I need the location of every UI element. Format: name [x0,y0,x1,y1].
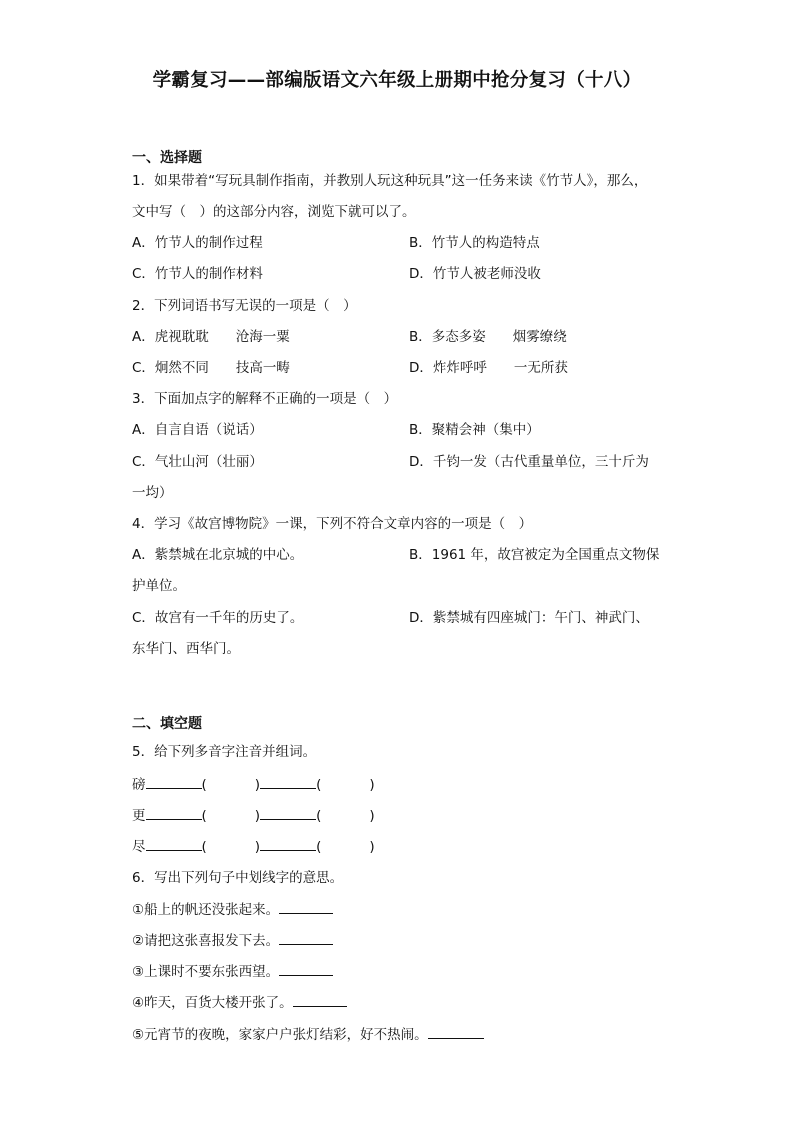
q5-stem: 5．给下列多音字注音并组词。 [132,744,317,760]
answer-blank[interactable] [260,837,316,851]
q1-option-d: D．竹节人被老师没收 [409,266,541,282]
q3-option-d-line2: 一均） [132,485,173,501]
q4-option-d-line1: D．紫禁城有四座城门：午门、神武门、 [409,610,649,626]
q6-item: ⑤元宵节的夜晚，家家户户张灯结彩，好不热闹。 [132,1025,484,1044]
q2-stem: 2．下列词语书写无误的一项是（ ） [132,298,357,314]
q3-option-d-line1: D．千钧一发（古代重量单位，三十斤为 [409,454,649,470]
answer-blank[interactable] [279,900,333,914]
q5-row: 磅 ( ) ( ) [132,777,375,793]
q6-item: ②请把这张喜报发下去。 [132,931,333,950]
q1-stem-line1: 1．如果带着“写玩具制作指南，并教别人玩这种玩具”这一任务来读《竹节人》，那么， [132,173,648,189]
section-heading-fill: 二、填空题 [132,716,202,732]
q3-option-b: B．聚精会神（集中） [409,422,540,438]
q2-option-a: A．虎视耽耽 沧海一粟 [132,329,290,345]
answer-blank[interactable] [146,775,202,789]
section-heading-choice: 一、选择题 [132,150,202,166]
q5-char: 磅 [132,777,146,793]
q1-option-c: C．竹节人的制作材料 [132,266,263,282]
q4-option-d-line2: 东华门、西华门。 [132,641,240,657]
page-title: 学霸复习——部编版语文六年级上册期中抢分复习（十八） [152,70,642,91]
answer-blank[interactable] [146,837,202,851]
q5-row: 尽 ( ) ( ) [132,839,375,855]
answer-blank[interactable] [146,806,202,820]
q6-item: ①船上的帆还没张起来。 [132,900,333,919]
q2-option-d: D．炸炸呼呼 一无所获 [409,360,568,376]
q1-stem-line2: 文中写（ ）的这部分内容，浏览下就可以了。 [132,204,416,220]
q4-option-b-line2: 护单位。 [132,578,186,594]
answer-blank[interactable] [293,993,347,1007]
q5-row: 更 ( ) ( ) [132,808,375,824]
q4-option-a: A．紫禁城在北京城的中心。 [132,547,304,563]
answer-blank[interactable] [279,962,333,976]
q5-char: 尽 [132,839,146,855]
answer-blank[interactable] [279,931,333,945]
q4-stem: 4．学习《故宫博物院》一课，下列不符合文章内容的一项是（ ） [132,516,533,532]
q3-option-a: A．自言自语（说话） [132,422,263,438]
q2-option-b: B．多态多姿 烟雾缭绕 [409,329,567,345]
answer-blank[interactable] [428,1025,484,1039]
q4-option-b-line1: B．1961 年，故宫被定为全国重点文物保 [409,547,660,563]
answer-blank[interactable] [260,806,316,820]
answer-blank[interactable] [260,775,316,789]
q6-stem: 6．写出下列句子中划线字的意思。 [132,870,344,886]
q5-char: 更 [132,808,146,824]
q2-option-c: C．炯然不同 技高一畴 [132,360,290,376]
q4-option-c: C．故宫有一千年的历史了。 [132,610,304,626]
q6-item: ③上课时不要东张西望。 [132,962,333,981]
q1-option-a: A．竹节人的制作过程 [132,235,263,251]
q3-option-c: C．气壮山河（壮丽） [132,454,263,470]
q1-option-b: B．竹节人的构造特点 [409,235,540,251]
q3-stem: 3．下面加点字的解释不正确的一项是（ ） [132,391,398,407]
q6-item: ④昨天，百货大楼开张了。 [132,993,347,1012]
